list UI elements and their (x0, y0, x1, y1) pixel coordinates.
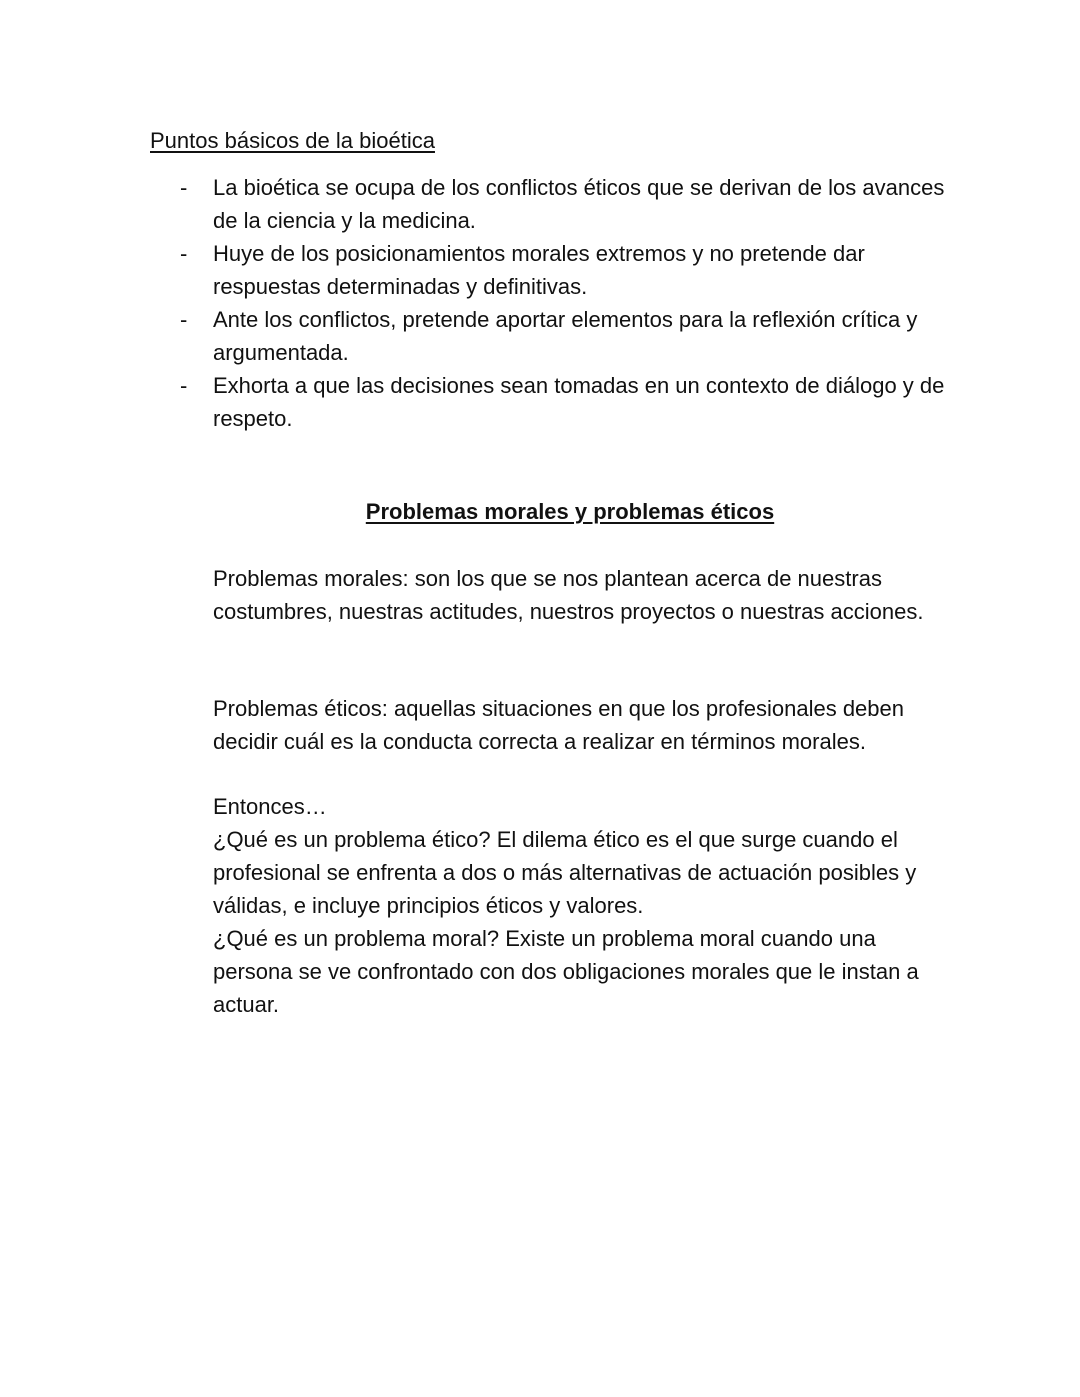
section-title-bioetica: Puntos básicos de la bioética (150, 128, 435, 153)
conclusion-block (213, 790, 943, 1021)
section-heading-problemas: Problemas morales y problemas éticos (365, 499, 775, 524)
paragraph-problemas-eticos: Problemas éticos: aquellas situaciones en que los profesionales deben decidir cuál es la conducta correcta a realizar en términos morales. (213, 696, 904, 754)
list-item (150, 237, 950, 303)
list-item (150, 171, 950, 237)
bullet-dash: - (180, 373, 188, 398)
bullet-text: Exhorta a que las decisiones sean tomadas en un contexto de diálogo y de respeto. (213, 373, 945, 431)
bullet-text: La bioética se ocupa de los conflictos éticos que se derivan de los avances de la ciencia y la medicina. (213, 175, 945, 233)
bullet-dash: - (180, 241, 188, 266)
paragraph-problemas-morales: Problemas morales: son los que se nos plantean acerca de nuestras costumbres, nuestras actitudes, nuestros proyectos o nuestras acciones. (213, 566, 924, 624)
question-problema-etico: ¿Qué es un problema ético? El dilema ético es el que surge cuando el profesional se enfrenta a dos o más alternativas de actuación posibles y válidas, e incluye principios éticos y valores. (213, 827, 917, 918)
question-problema-moral: ¿Qué es un problema moral? Existe un problema moral cuando una persona se ve confrontado con dos obligaciones morales que le instan a actuar. (213, 926, 919, 1017)
list-item (150, 369, 950, 435)
bioetica-bullet-list (150, 171, 950, 435)
bullet-dash: - (180, 175, 188, 200)
conclusion-intro: Entonces… (213, 794, 327, 819)
bullet-text: Ante los conflictos, pretende aportar elementos para la reflexión crítica y argumentada. (213, 307, 918, 365)
bullet-text: Huye de los posicionamientos morales extremos y no pretende dar respuestas determinadas y definitivas. (213, 241, 865, 299)
bullet-dash: - (180, 307, 188, 332)
list-item (150, 303, 950, 369)
